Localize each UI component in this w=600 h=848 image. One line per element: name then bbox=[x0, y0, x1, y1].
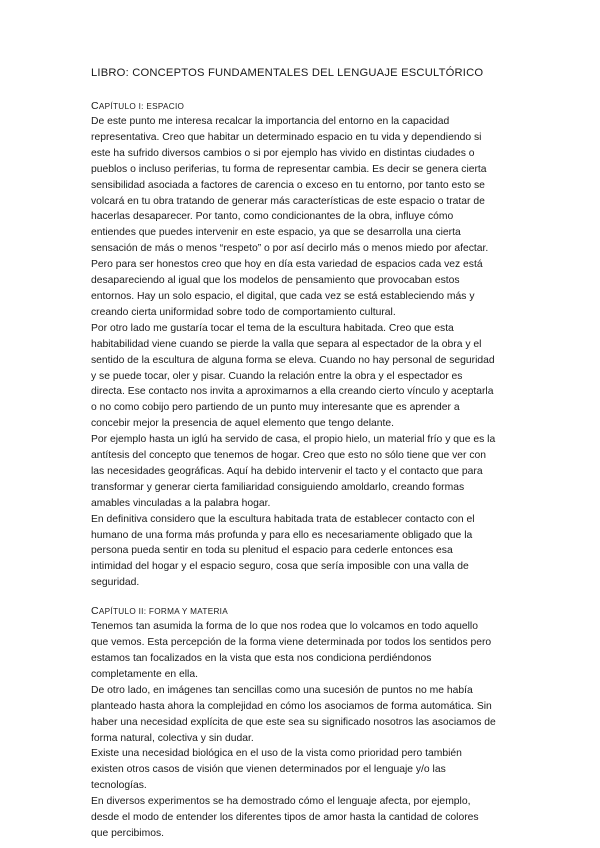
chapter-1-heading bbox=[91, 100, 523, 113]
chapter-1-heading-text: APÍTULO I: ESPACIO bbox=[98, 102, 185, 111]
text-line: intimidad del hogar y el espacio seguro, cosa que sería imposible con una valla de bbox=[91, 561, 469, 573]
chapter-2-paragraph-3 bbox=[91, 746, 523, 794]
chapter-1-paragraph-1 bbox=[91, 114, 523, 321]
text-line: sentido de la escultura de alguna forma se eleva. Cuando no hay personal de seguridad bbox=[91, 354, 495, 366]
text-line: creando cierta uniformidad sobre todo de comportamiento cultural. bbox=[91, 306, 396, 318]
text-line: Tenemos tan asumida la forma de lo que nos rodea que lo volcamos en todo aquello bbox=[91, 621, 478, 633]
text-line: entornos. Hay un solo espacio, el digital, que cada vez se está estableciendo más y bbox=[91, 290, 475, 302]
text-line: entiendes que puedes intervenir en este espacio, ya que se desarrolla una cierta bbox=[91, 227, 461, 239]
text-line: este ha sufrido diversos cambios o si por ejemplo has vivido en distintas ciudades o bbox=[91, 147, 475, 159]
chapter-2-paragraph-2 bbox=[91, 683, 523, 747]
text-line: En definitiva considero que la escultura habitada trata de establecer contacto con el bbox=[91, 513, 475, 525]
text-line: En diversos experimentos se ha demostrado cómo el lenguaje afecta, por ejemplo, bbox=[91, 796, 471, 808]
text-line: directa. Ese contacto nos invita a aproximarnos a ella creando cierto vínculo y aceptarla bbox=[91, 386, 494, 398]
text-line: hacerlas desaparecer. Por tanto, como condicionantes de la obra, influye cómo bbox=[91, 211, 454, 223]
text-line: Pero para ser honestos creo que hoy en día esta variedad de espacios cada vez está bbox=[91, 259, 483, 271]
text-line: amables vinculadas a la palabra hogar. bbox=[91, 497, 271, 509]
text-line: transformar y generar cierta familiaridad consiguiendo amoldarlo, creando formas bbox=[91, 481, 465, 493]
text-line: persona pueda sentir en toda su plenitud el espacio para cederle entonces esa bbox=[91, 545, 453, 557]
text-line: habitabilidad viene cuando se pierde la valla que separa al espectador de la obra y el bbox=[91, 338, 482, 350]
chapter-1 bbox=[91, 100, 523, 591]
text-line: pueblos o incluso periferias, tu forma de representar cambia. Es decir se genera cierta bbox=[91, 163, 487, 175]
chapter-1-paragraph-3 bbox=[91, 432, 523, 512]
chapter-2-heading-text: APÍTULO II: FORMA Y MATERIA bbox=[98, 607, 229, 617]
text-line: forma natural, colectiva y sin dudar. bbox=[91, 732, 254, 744]
text-line: haber una necesidad explícita de que este sea su significado nosotros las asociamos de bbox=[91, 716, 496, 728]
text-line: estamos tan focalizados en la vista que esta nos condiciona perdiéndonos bbox=[91, 653, 432, 664]
text-line: Por ejemplo hasta un iglú ha servido de casa, el propio hielo, un material frío y que es la bbox=[91, 434, 496, 446]
text-line: desde el modo de entender los diferentes tipos de amor hasta la cantidad de colores bbox=[91, 812, 479, 824]
text-line: seguridad. bbox=[91, 577, 140, 589]
text-line: que percibimos. bbox=[91, 827, 165, 839]
text-line: existen otros casos de visión que vienen determinados por el lenguaje y/o las bbox=[91, 764, 446, 776]
chapter-2-heading-initial: C bbox=[91, 605, 99, 618]
text-line: y se puede tocar, oler y pisar. Cuando la relación entre la obra y el espectador es bbox=[91, 370, 463, 382]
text-line: o no como cobijo pero partiendo de un punto muy interesante que es aprender a bbox=[91, 402, 460, 414]
text-line: que vemos. Esta percepción de la forma viene determinada por todos los sentidos pero bbox=[91, 637, 492, 649]
text-line: concebir mejor la presencia de aquel elemento que tengo delante. bbox=[91, 418, 395, 430]
text-line: representativa. Creo que habitar un determinado espacio en tu vida y dependiendo si bbox=[91, 131, 482, 143]
chapter-1-heading-initial: C bbox=[91, 100, 99, 112]
text-line: volcará en tu obra tratando de generar más características de este espacio o tratar de bbox=[91, 195, 485, 207]
document-content bbox=[91, 66, 523, 842]
text-line: humano de una forma más profunda y para ello es necesariamente obligado que la bbox=[91, 529, 473, 541]
text-line: tecnologías. bbox=[91, 780, 147, 792]
chapter-2-paragraph-4 bbox=[91, 794, 523, 842]
text-line: De este punto me interesa recalcar la importancia del entorno en la capacidad bbox=[91, 116, 450, 127]
chapter-2-heading bbox=[91, 605, 523, 618]
text-line: sensibilidad asociada a factores de carencia o exceso en tu entorno, por tanto esto se bbox=[91, 179, 485, 191]
text-line: planteado hasta ahora la complejidad en cómo los asociamos de forma automática. Sin bbox=[91, 700, 492, 712]
text-line: Existe una necesidad biológica en el uso de la vista como prioridad pero también bbox=[91, 748, 462, 760]
book-title: LIBRO: CONCEPTOS FUNDAMENTALES DEL LENGUAJE ESCULTÓRICO bbox=[91, 67, 484, 79]
chapter-2-paragraph-1 bbox=[91, 619, 523, 683]
text-line: Por otro lado me gustaría tocar el tema de la escultura habitada. Creo que esta bbox=[91, 322, 454, 334]
text-line: desapareciendo al igual que los modelos de pensamiento que provocaban estos bbox=[91, 275, 460, 287]
text-line: De otro lado, en imágenes tan sencillas como una sucesión de puntos no me había bbox=[91, 684, 473, 696]
text-line: completamente en ella. bbox=[91, 668, 198, 680]
text-line: sensación de más o menos “respeto” o por así decirlo más o menos miedo por afectar. bbox=[91, 243, 489, 255]
chapter-1-paragraph-4 bbox=[91, 512, 523, 592]
text-line: las necesidades geográficas. Aquí ha debido intervenir el tacto y el contacto que para bbox=[91, 465, 483, 477]
chapter-2 bbox=[91, 605, 523, 842]
text-line: antítesis del concepto que tenemos de hogar. Creo que esto no sólo tiene que ver con bbox=[91, 450, 487, 462]
chapter-1-paragraph-2 bbox=[91, 321, 523, 432]
